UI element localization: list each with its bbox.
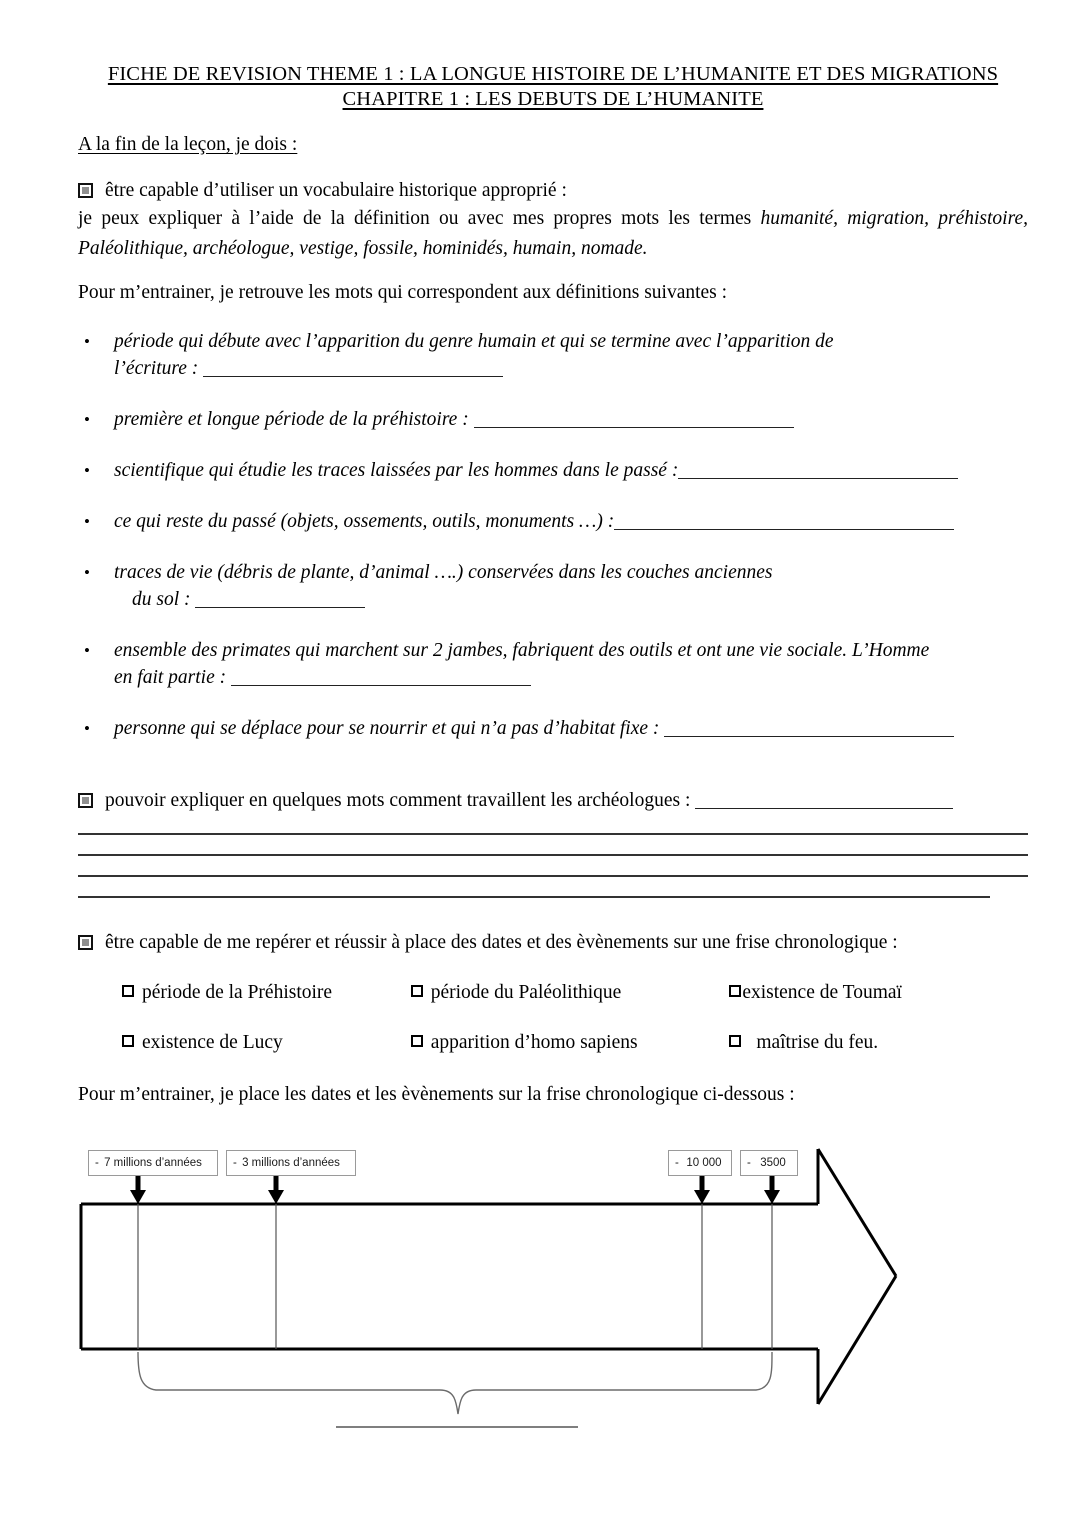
definition-line-2: personne qui se déplace pour se nourrir et qui n’a pas d’habitat fixe : bbox=[114, 718, 665, 739]
objective-2-text: pouvoir expliquer en quelques mots comment travaillent les archéologues : bbox=[105, 790, 696, 811]
definition-line-2: ce qui reste du passé (objets, ossements, outils, monuments …) : bbox=[114, 511, 615, 532]
objective-1-body bbox=[78, 204, 1028, 264]
date-label: 10 000 bbox=[686, 1157, 722, 1169]
definition-item bbox=[78, 457, 1028, 484]
timeline-divider-lines bbox=[138, 1204, 772, 1349]
answer-blank[interactable] bbox=[614, 514, 954, 530]
intro-heading: A la fin de la leçon, je dois : bbox=[78, 134, 298, 155]
date-label: 3 millions d’années bbox=[242, 1157, 340, 1169]
objective-1-label: être capable d’utiliser un vocabulaire historique approprié : bbox=[105, 180, 567, 201]
checkbox-square-icon[interactable] bbox=[729, 985, 741, 997]
bullet-icon: • bbox=[84, 512, 90, 531]
event-checkbox-item[interactable] bbox=[729, 1030, 1028, 1056]
bullet-icon: • bbox=[84, 410, 90, 429]
date-label: 7 millions d’années bbox=[104, 1157, 202, 1169]
bullet-icon: • bbox=[84, 719, 90, 738]
answer-rule-2[interactable] bbox=[78, 854, 1028, 856]
practice-intro-2: Pour m’entrainer, je place les dates et les èvènements sur la frise chronologique ci-dessous : bbox=[78, 1084, 795, 1105]
answer-blank[interactable] bbox=[695, 793, 953, 809]
definition-item bbox=[78, 508, 1028, 535]
answer-blank[interactable] bbox=[664, 721, 954, 737]
definition-line-2: en fait partie : bbox=[114, 667, 231, 688]
date-dash: - bbox=[233, 1157, 237, 1169]
document-title bbox=[78, 62, 1028, 112]
frise-chronologique bbox=[78, 1124, 1028, 1454]
definition-item bbox=[78, 715, 1028, 742]
date-label: 3500 bbox=[760, 1157, 786, 1169]
answer-blank[interactable] bbox=[195, 592, 365, 608]
date-box bbox=[226, 1150, 356, 1176]
event-checkbox-item[interactable] bbox=[729, 980, 1028, 1006]
objective-2-row bbox=[78, 788, 1028, 814]
definition-line-2: du sol : bbox=[132, 589, 196, 610]
event-checkbox-item[interactable] bbox=[78, 980, 411, 1006]
objective-3-label: être capable de me repérer et réussir à place des dates et des èvènements sur une frise chronologique : bbox=[105, 932, 898, 953]
event-checkbox-row bbox=[78, 980, 1028, 1006]
answer-rule-3[interactable] bbox=[78, 875, 1028, 877]
shaded-checkbox-icon[interactable] bbox=[78, 793, 93, 808]
timeline-arrow-shaft bbox=[81, 1204, 818, 1349]
definition-line-2: scientifique qui étudie les traces laissées par les hommes dans le passé : bbox=[114, 460, 679, 481]
timeline-brace bbox=[138, 1352, 772, 1414]
practice-intro-1: Pour m’entrainer, je retrouve les mots qui correspondent aux définitions suivantes : bbox=[78, 282, 728, 303]
date-box bbox=[740, 1150, 798, 1176]
definition-line-1: traces de vie (débris de plante, d’animal ….) conservées dans les couches anciennes bbox=[114, 562, 773, 583]
objective-2-label bbox=[105, 788, 1028, 814]
answer-blank[interactable] bbox=[678, 463, 958, 479]
checkbox-square-icon[interactable] bbox=[122, 985, 134, 997]
timeline-arrow-head bbox=[818, 1149, 896, 1404]
date-box bbox=[88, 1150, 218, 1176]
bullet-icon: • bbox=[84, 641, 90, 660]
definition-line-2: première et longue période de la préhistoire : bbox=[114, 409, 474, 430]
objective-1-row bbox=[78, 178, 1028, 204]
answer-blank[interactable] bbox=[474, 412, 794, 428]
definition-item bbox=[78, 328, 1028, 382]
event-checkbox-grid bbox=[78, 980, 1028, 1056]
definition-line-1: période qui débute avec l’apparition du genre humain et qui se termine avec l’apparition de bbox=[114, 331, 834, 352]
bullet-icon: • bbox=[84, 563, 90, 582]
checkbox-square-icon[interactable] bbox=[411, 1035, 423, 1047]
checkbox-square-icon[interactable] bbox=[411, 985, 423, 997]
event-label: existence de Toumaï bbox=[742, 982, 902, 1003]
bullet-icon: • bbox=[84, 461, 90, 480]
definition-item bbox=[78, 406, 1028, 433]
shaded-checkbox-icon[interactable] bbox=[78, 183, 93, 198]
date-box bbox=[668, 1150, 732, 1176]
document-content bbox=[78, 62, 1028, 1454]
event-label: maîtrise du feu. bbox=[756, 1032, 879, 1053]
date-dash: - bbox=[747, 1157, 751, 1169]
date-dash: - bbox=[675, 1157, 679, 1169]
answer-blank[interactable] bbox=[203, 361, 503, 377]
event-checkbox-item[interactable] bbox=[411, 1030, 730, 1056]
event-label: apparition d’homo sapiens bbox=[430, 1032, 638, 1053]
event-label: période du Paléolithique bbox=[430, 982, 622, 1003]
event-label: existence de Lucy bbox=[142, 1032, 283, 1053]
event-checkbox-item[interactable] bbox=[78, 1030, 411, 1056]
definition-item bbox=[78, 637, 1028, 691]
definition-line-2: l’écriture : bbox=[114, 358, 204, 379]
answer-blank[interactable] bbox=[231, 670, 531, 686]
event-checkbox-item[interactable] bbox=[411, 980, 730, 1006]
shaded-checkbox-icon[interactable] bbox=[78, 935, 93, 950]
objective-1-body-plain: je peux expliquer à l’aide de la définition ou avec mes propres mots les termes bbox=[78, 208, 761, 229]
title-line-1: FICHE DE REVISION THEME 1 : LA LONGUE HISTOIRE DE L’HUMANITE ET DES MIGRATIONS bbox=[107, 63, 999, 85]
event-checkbox-row bbox=[78, 1030, 1028, 1056]
event-label: période de la Préhistoire bbox=[142, 982, 333, 1003]
bullet-icon: • bbox=[84, 332, 90, 351]
objective-3-row bbox=[78, 930, 1028, 956]
intro-heading-wrap bbox=[78, 134, 1028, 156]
date-dash: - bbox=[95, 1157, 99, 1169]
checkbox-square-icon[interactable] bbox=[729, 1035, 741, 1047]
definition-line-1: ensemble des primates qui marchent sur 2 jambes, fabriquent des outils et ont une vie sociale. L’Homme bbox=[114, 640, 930, 661]
title-line-2: CHAPITRE 1 : LES DEBUTS DE L’HUMANITE bbox=[342, 88, 764, 110]
answer-rule-1[interactable] bbox=[78, 833, 1028, 835]
definition-list bbox=[78, 328, 1028, 742]
objective-1-body-italic: humanité, migration, préhistoire, Paléolithique, archéologue, vestige, fossile, hominidés, humain, nomade. bbox=[78, 208, 1028, 259]
frise-svg bbox=[78, 1124, 1028, 1454]
definition-item bbox=[78, 559, 1028, 613]
checkbox-square-icon[interactable] bbox=[122, 1035, 134, 1047]
